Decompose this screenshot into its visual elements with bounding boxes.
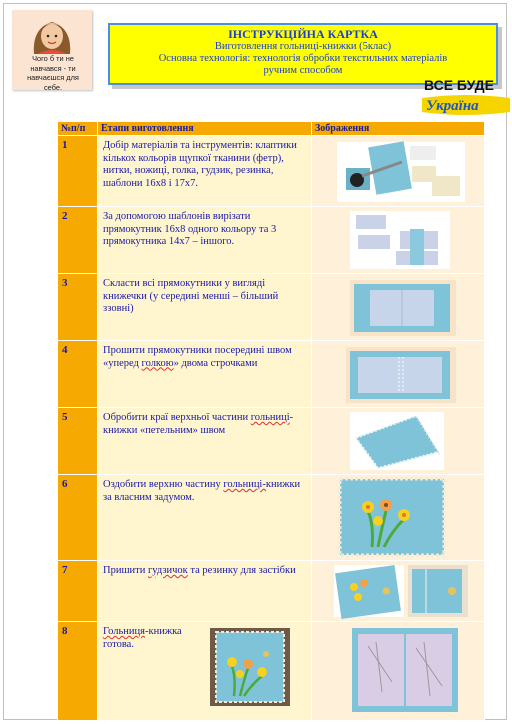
table-row (58, 475, 485, 561)
table-row (58, 408, 485, 475)
quote-text: Чого б ти не навчався - ти навчаєшся для себе. (27, 54, 79, 92)
col-header-steps: Етапи виготовлення (98, 122, 312, 136)
step-number: 2 (58, 207, 98, 274)
photo-finished-needle-book-open (312, 622, 485, 720)
step-text: Обробити краї верхньої частини гольниці-книжки «петельним» швом (98, 408, 312, 475)
table-row (58, 622, 485, 721)
step-number: 6 (58, 475, 98, 561)
step-number: 8 (58, 622, 98, 721)
step-number: 3 (58, 274, 98, 341)
step-text: Пришити гудзичок та резинку для застібки (98, 561, 312, 622)
step-number: 4 (58, 341, 98, 408)
quote-card (12, 10, 92, 90)
col-header-image: Зображення (312, 122, 485, 136)
table-row (58, 136, 485, 207)
col-header-num: №п/п (58, 122, 98, 136)
vse-bude-ukraina-logo (420, 74, 512, 118)
table-row (58, 207, 485, 274)
table-header-row (58, 122, 485, 136)
table-row (58, 274, 485, 341)
photo-materials (312, 136, 485, 206)
step-text: Гольниця-книжка готова. (98, 622, 312, 721)
card-technology-cont: ручним способом (263, 65, 343, 76)
photo-stacked-rectangles (312, 274, 485, 340)
photo-button-elastic (312, 561, 485, 621)
photo-decorated-cover (312, 475, 485, 560)
step-number: 7 (58, 561, 98, 622)
step-number: 1 (58, 136, 98, 207)
photo-finished-needle-book-front (210, 628, 290, 706)
card-title: ІНСТРУКЦІЙНА КАРТКА (228, 27, 378, 41)
photo-stitched-center (312, 341, 485, 407)
step-text: Прошити прямокутники посередині швом «уперед голкою» двома строчками (98, 341, 312, 408)
step-text: Скласти всі прямокутники у вигляді книжечки (у середині менші – більший ззовні) (98, 274, 312, 341)
card-technology: Основна технологія: технологія обробки текстильних матеріалів (158, 53, 448, 64)
step-text: Оздобити верхню частину гольниці-книжки за власним задумом. (98, 475, 312, 561)
photo-blanket-stitch (312, 408, 485, 474)
avatar (12, 10, 92, 54)
logo-top-text: ВСЕ БУДЕ (424, 77, 494, 93)
instruction-table (57, 121, 485, 721)
step-number: 5 (58, 408, 98, 475)
table-row (58, 561, 485, 622)
photo-cut-rectangles (312, 207, 485, 273)
table-row (58, 341, 485, 408)
step-text: За допомогою шаблонів вирізати прямокутник 16х8 одного кольору та 3 прямокутника 14х7 – іншого. (98, 207, 312, 274)
card-subtitle: Виготовлення гольниці-книжки (5клас) (214, 41, 392, 52)
logo-bottom-text: Україна (426, 98, 479, 114)
step-text: Добір матеріалів та інструментів: клаптики кількох кольорів щупкої тканини (фетр), нитки, ножиці, голка, гудзик, резинка, шаблони 16х8 і 17х7. (98, 136, 312, 207)
